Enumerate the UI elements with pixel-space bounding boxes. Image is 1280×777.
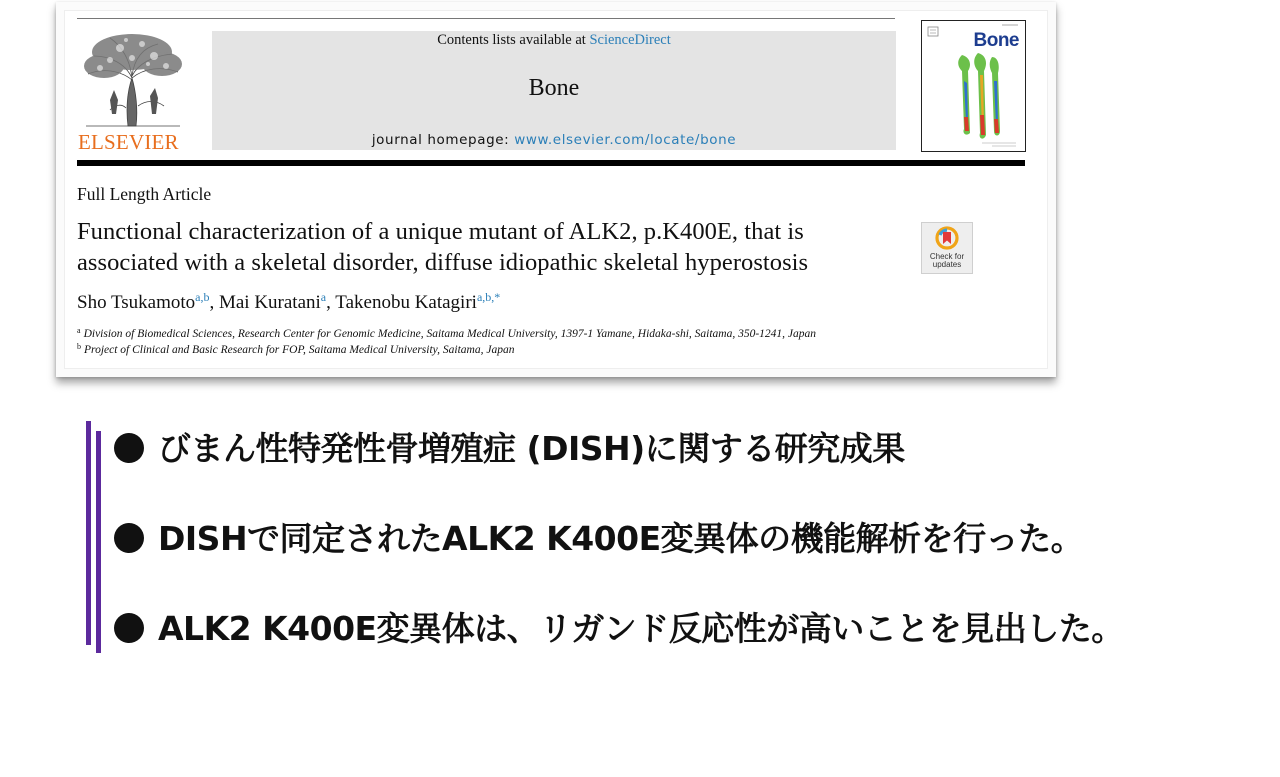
- bullet-dot-icon: [114, 613, 144, 643]
- bullet-item: [114, 423, 905, 470]
- check-for-updates-icon: [935, 226, 959, 252]
- bone-scan-icon: [922, 21, 1025, 151]
- affiliation-text: Division of Biomedical Sciences, Research Center for Genomic Medicine, Saitama Medical University, 1397-1 Yamane, Hidaka-shi, Saitama, 350-1241, Japan: [83, 328, 817, 340]
- affiliation-mark: a: [77, 326, 81, 335]
- header-bottom-rule: [77, 160, 1025, 166]
- author-name[interactable]: Takenobu Katagiri: [335, 292, 477, 313]
- article-title-line: Functional characterization of a unique mutant of ALK2, p.K400E, that is: [77, 218, 804, 245]
- contents-line: [212, 32, 896, 49]
- bullet-item: [114, 603, 1124, 650]
- author-affiliation-letters[interactable]: a,b,: [476, 290, 495, 304]
- article-title: [77, 216, 897, 278]
- accent-bar-right: [96, 431, 101, 653]
- journal-homepage-link[interactable]: www.elsevier.com/locate/bone: [514, 132, 737, 148]
- author-name[interactable]: Sho Tsukamoto: [77, 292, 196, 313]
- corresponding-author-mark[interactable]: *: [494, 290, 501, 304]
- journal-name: Bone: [528, 75, 580, 101]
- article-type: Full Length Article: [77, 184, 212, 204]
- homepage-line: [212, 132, 896, 148]
- journal-banner: [212, 31, 896, 150]
- author-name[interactable]: Mai Kuratani: [218, 292, 321, 313]
- affiliation-b: [77, 344, 514, 356]
- affiliation-mark: b: [77, 342, 81, 351]
- accent-bar-left: [86, 421, 91, 645]
- check-label-line-1: Check for: [929, 252, 965, 261]
- bullet-text: DISHで同定されたALK2 K400E変異体の機能解析を行った。: [158, 519, 1084, 558]
- contents-prefix: Contents lists available at: [437, 32, 590, 48]
- elsevier-wordmark: ELSEVIER: [78, 130, 179, 154]
- author-separator: ,: [209, 292, 219, 313]
- author-affiliation-marks[interactable]: a: [320, 290, 327, 304]
- journal-cover-thumbnail: [921, 20, 1026, 152]
- elsevier-tree-icon: [80, 30, 184, 128]
- sciencedirect-link[interactable]: ScienceDirect: [589, 32, 671, 48]
- elsevier-logo: [78, 30, 186, 154]
- header-top-rule: [77, 18, 895, 19]
- check-label-line-2: updates: [932, 260, 962, 269]
- article-title-line: associated with a skeletal disorder, diffuse idiopathic skeletal hyperostosis: [77, 249, 809, 276]
- author-affiliation-marks[interactable]: [477, 290, 500, 304]
- author-affiliation-marks[interactable]: a,b: [195, 290, 210, 304]
- bullet-item: [114, 513, 1083, 560]
- bullet-dot-icon: [114, 523, 144, 553]
- cover-title: Bone: [973, 30, 1019, 51]
- affiliation-a: [77, 328, 816, 340]
- affiliation-text: Project of Clinical and Basic Research for FOP, Saitama Medical University, Saitama, Japan: [84, 344, 515, 356]
- bullet-text: びまん性特発性骨増殖症 (DISH)に関する研究成果: [158, 429, 905, 468]
- author-list: [77, 292, 500, 314]
- check-for-updates-badge[interactable]: [921, 222, 973, 274]
- bullet-dot-icon: [114, 433, 144, 463]
- author-separator: ,: [326, 292, 336, 313]
- check-for-updates-label: [922, 253, 972, 269]
- homepage-prefix: journal homepage:: [371, 132, 515, 148]
- bullet-text: ALK2 K400E変異体は、リガンド反応性が高いことを見出した。: [158, 609, 1124, 648]
